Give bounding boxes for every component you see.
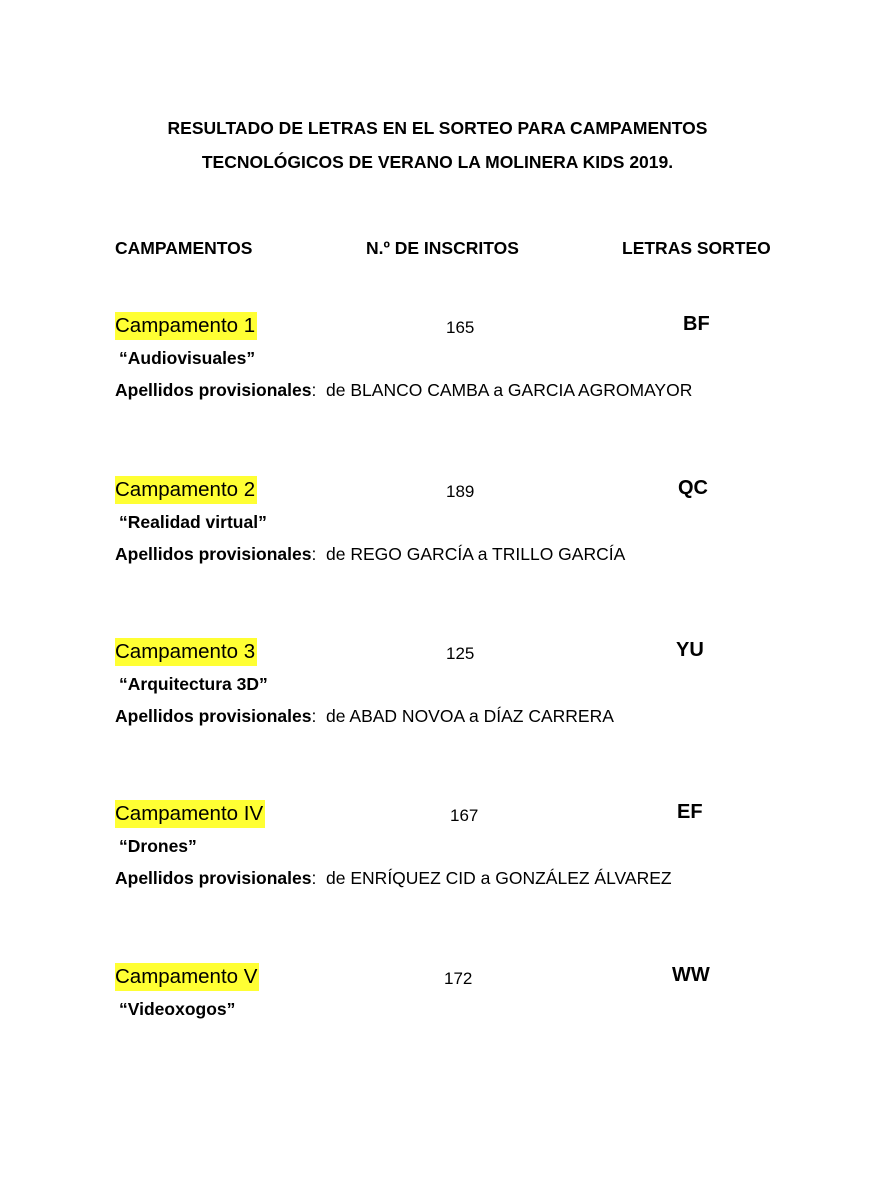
camp-topic: “Videoxogos” [119,999,236,1019]
camp-topic: “Realidad virtual” [119,512,267,532]
surname-range: de BLANCO CAMBA a GARCIA AGROMAYOR [326,380,693,400]
camp-letters: EF [677,801,703,823]
camp-count: 172 [444,969,473,988]
camp-name: Campamento V [115,963,259,991]
camp-name: Campamento 3 [115,638,257,666]
camp-name: Campamento 2 [115,476,257,504]
camp-topic: “Drones” [119,836,197,856]
surname-range-row: Apellidos provisionales: de ENRÍQUEZ CID a GONZÁLEZ ÁLVAREZ [115,868,672,888]
camp-name: Campamento 1 [115,312,257,340]
camp-entry-1 [0,312,875,432]
camp-name: Campamento IV [115,800,265,828]
surname-range-row: Apellidos provisionales: de REGO GARCÍA a TRILLO GARCÍA [115,544,626,564]
surname-range: de REGO GARCÍA a TRILLO GARCÍA [326,544,626,564]
camp-letters: YU [676,639,704,661]
surname-range-row: Apellidos provisionales: de BLANCO CAMBA a GARCIA AGROMAYOR [115,380,693,400]
camp-count: 165 [446,318,475,337]
surname-label: Apellidos provisionales [115,706,312,726]
camp-count: 125 [446,644,475,663]
camp-count: 167 [450,806,479,825]
camp-letters: WW [672,964,710,986]
camp-entry-3 [0,638,875,758]
surname-range: de ENRÍQUEZ CID a GONZÁLEZ ÁLVAREZ [326,868,672,888]
document-title-line-1: RESULTADO DE LETRAS EN EL SORTEO PARA CAMPAMENTOS [167,118,708,138]
surname-range: de ABAD NOVOA a DÍAZ CARRERA [326,706,614,726]
column-header-letters: LETRAS SORTEO [622,238,771,258]
column-header-count: N.º DE INSCRITOS [366,238,519,258]
surname-label: Apellidos provisionales [115,868,312,888]
camp-count: 189 [446,482,475,501]
camp-entry-5 [0,963,875,1083]
document-title-line-2: TECNOLÓGICOS DE VERANO LA MOLINERA KIDS 2019. [201,152,674,172]
camp-letters: BF [683,313,710,335]
camp-topic: “Audiovisuales” [119,348,256,368]
surname-range-row: Apellidos provisionales: de ABAD NOVOA a DÍAZ CARRERA [115,706,614,726]
camp-topic: “Arquitectura 3D” [119,674,268,694]
surname-label: Apellidos provisionales [115,380,312,400]
camp-letters: QC [678,477,708,499]
surname-label: Apellidos provisionales [115,544,312,564]
column-header-camps: CAMPAMENTOS [115,238,253,258]
camp-entry-2 [0,476,875,596]
camp-entry-4 [0,800,875,920]
